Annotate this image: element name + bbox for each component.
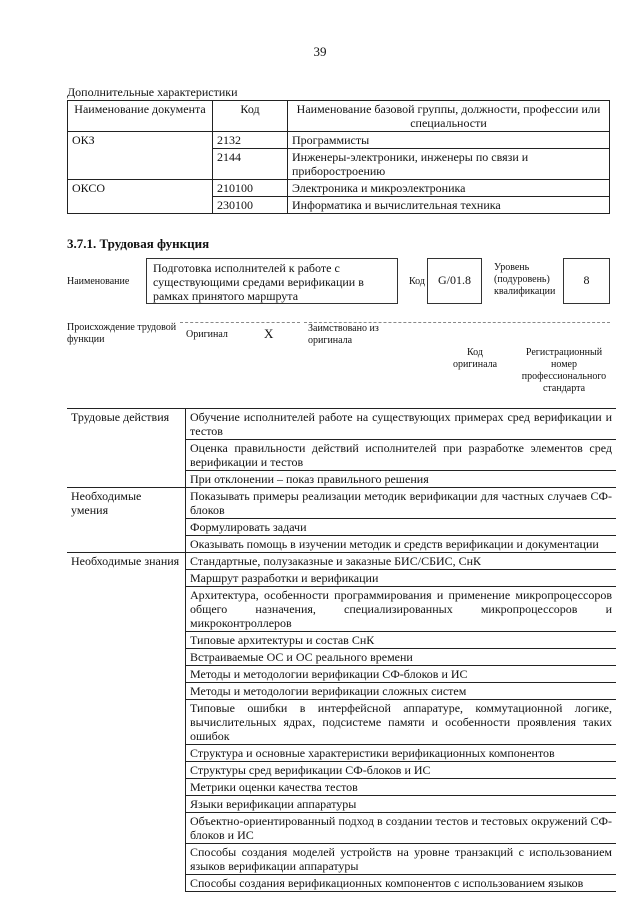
group-item: Обучение исполнителей работе на существующих примерах сред верификации и тестов [186,409,617,440]
group-item: При отклонении – показ правильного решения [186,471,617,488]
group-header: Необходимые умения [67,488,186,553]
origin-label: Происхождение трудовой функции [67,322,177,345]
original-label: Оригинал [186,329,228,340]
name-cell: Инженеры-электроники, инженеры по связи и приборостроению [288,149,610,180]
additional-table [67,100,610,214]
col-header-code: Код [213,101,288,132]
table-row [68,180,610,197]
table-row [68,197,610,214]
group-item: Структуры сред верификации СФ-блоков и ИС [186,762,617,779]
group-header: Трудовые действия [67,409,186,488]
group-header: Необходимые знания [67,553,186,892]
level-value: 8 [563,258,610,304]
origin-cell [180,322,300,347]
group-item: Способы создания верификационных компонентов с использованием языков [186,875,617,892]
additional-title: Дополнительные характеристики [67,85,238,99]
section-title: 3.7.1. Трудовая функция [67,236,210,251]
table-row [68,149,610,180]
group-item: Архитектура, особенности программирования и применение микропроцессоров общего назначения, специализированных микропроцессоров и микроконтроллеров [186,587,617,632]
orig-code-label: Код оригинала [452,347,498,370]
group-item: Стандартные, полузаказные и заказные БИС/СБИС, СнК [186,553,617,570]
group-item: Типовые ошибки в интерфейсной аппаратуре, коммутационной логике, вычислительных ядрах, подсистеме памяти и особенности проявления таких ошибок [186,700,617,745]
group-item: Встраиваемые ОС и ОС реального времени [186,649,617,666]
reg-number-label: Регистрационный номер профессионального стандарта [521,347,607,394]
group-item: Оценка правильности действий исполнителей при разработке элементов сред верификации и тестов [186,440,617,471]
group-row [67,488,616,519]
col-header-document: Наименование документа [68,101,213,132]
code-cell: 210100 [213,180,288,197]
group-item: Маршрут разработки и верификации [186,570,617,587]
level-label: Уровень (подуровень) квалификации [494,262,556,297]
name-label: Наименование [67,276,130,287]
borrowed-label: Заимствовано из оригинала [308,323,379,346]
labor-function-table [67,408,616,892]
function-name-value: Подготовка исполнителей к работе с существующими средами верификации в рамках принятого маршрута [146,258,398,304]
group-item: Объектно-ориентированный подход в создании тестов и тестовых окружений СФ-блоков и ИС [186,813,617,844]
code-cell: 2144 [213,149,288,180]
group-item: Методы и методологии верификации СФ-блоков и ИС [186,666,617,683]
doc-cell [68,149,213,180]
group-item: Показывать примеры реализации методик верификации для частных случаев СФ-блоков [186,488,617,519]
code-cell: 2132 [213,132,288,149]
group-item: Способы создания моделей устройств на уровне транзакций с использованием языков верификации аппаратуры [186,844,617,875]
code-label: Код [409,276,425,287]
group-item: Типовые архитектуры и состав СнК [186,632,617,649]
name-cell: Программисты [288,132,610,149]
table-row [68,132,610,149]
name-cell: Информатика и вычислительная техника [288,197,610,214]
group-row [67,553,616,570]
group-row [67,409,616,440]
code-cell: 230100 [213,197,288,214]
additional-table-header [68,101,610,132]
page-number: 39 [313,44,327,59]
function-code-value: G/01.8 [427,258,482,304]
doc-cell: ОКСО [68,180,213,197]
group-item: Оказывать помощь в изучении методик и средств верификации и документации [186,536,617,553]
name-cell: Электроника и микроэлектроника [288,180,610,197]
doc-cell [68,197,213,214]
group-item: Методы и методологии верификации сложных систем [186,683,617,700]
group-item: Структура и основные характеристики верификационных компонентов [186,745,617,762]
doc-cell: ОКЗ [68,132,213,149]
group-item: Языки верификации аппаратуры [186,796,617,813]
col-header-name: Наименование базовой группы, должности, профессии или специальности [288,101,610,132]
group-item: Метрики оценки качества тестов [186,779,617,796]
original-mark: X [264,326,274,341]
borrowed-cell [304,322,610,347]
group-item: Формулировать задачи [186,519,617,536]
